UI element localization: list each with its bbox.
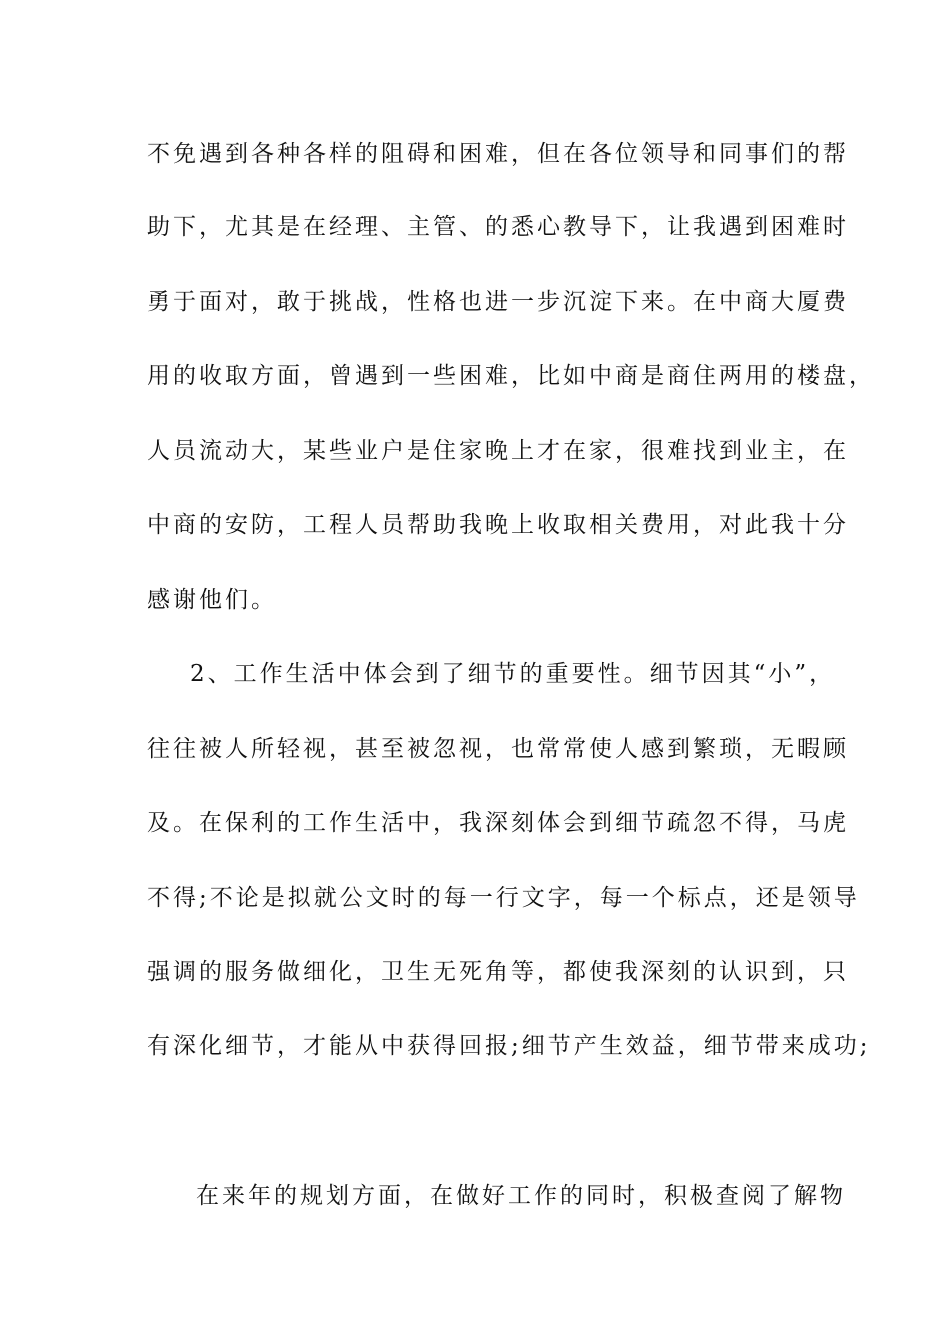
paragraph-line: 在来年的规划方面，在做好工作的同时，积极查阅了解物 [196, 1183, 846, 1209]
paragraph-line: 人员流动大，某些业户是住家晚上才在家，很难找到业主，在 [147, 438, 849, 464]
paragraph-line: 2、工作生活中体会到了细节的重要性。细节因其“小”， [190, 661, 836, 687]
paragraph-line: 助下，尤其是在经理、主管、的悉心教导下，让我遇到困难时 [147, 214, 849, 240]
paragraph-line: 有深化细节，才能从中获得回报;细节产生效益，细节带来成功; [147, 1033, 871, 1059]
paragraph-line: 不免遇到各种各样的阻碍和困难，但在各位领导和同事们的帮 [147, 141, 849, 167]
paragraph-line: 用的收取方面，曾遇到一些困难，比如中商是商住两用的楼盘， [147, 363, 875, 389]
paragraph-line: 及。在保利的工作生活中，我深刻体会到细节疏忽不得，马虎 [147, 810, 849, 836]
paragraph-line: 强调的服务做细化，卫生无死角等，都使我深刻的认识到，只 [147, 959, 849, 985]
paragraph-line: 往往被人所轻视，甚至被忽视，也常常使人感到繁琐，无暇顾 [147, 736, 849, 762]
paragraph-line: 勇于面对，敢于挑战，性格也进一步沉淀下来。在中商大厦费 [147, 289, 849, 315]
paragraph-line: 不得;不论是拟就公文时的每一行文字，每一个标点，还是领导 [147, 885, 860, 911]
paragraph-line: 感谢他们。 [147, 587, 277, 613]
paragraph-line: 中商的安防，工程人员帮助我晚上收取相关费用，对此我十分 [147, 512, 849, 538]
